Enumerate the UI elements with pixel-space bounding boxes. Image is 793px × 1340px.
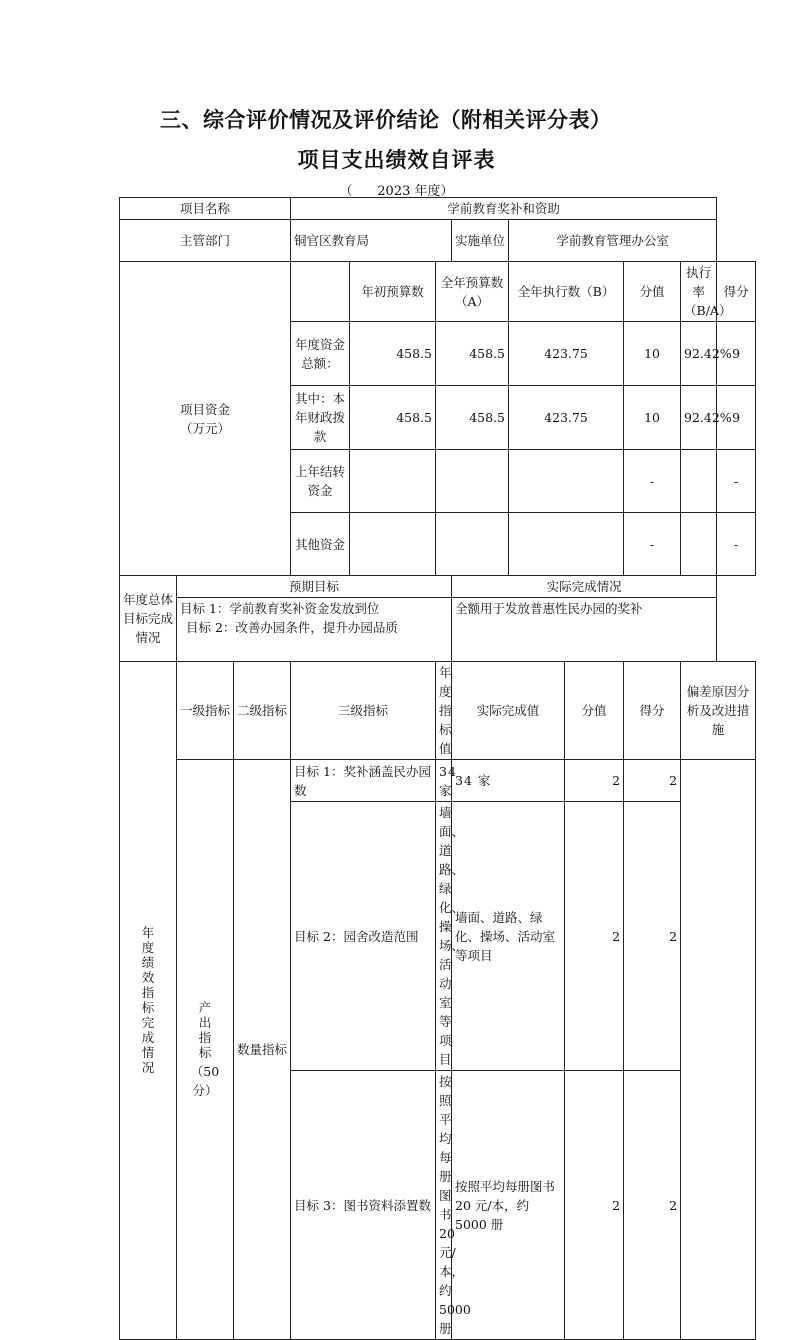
funds-row-carryover-score: - bbox=[717, 450, 756, 513]
project-name-label: 项目名称 bbox=[120, 198, 291, 220]
funds-row-carryover-annual bbox=[436, 450, 509, 513]
funds-row-carryover-executed bbox=[509, 450, 624, 513]
funds-row-fiscal-executed: 423.75 bbox=[509, 386, 624, 450]
ind-row-3-name: 目标 3：图书资料添置数 bbox=[291, 1071, 436, 1340]
table-title: 项目支出绩效自评表 bbox=[297, 148, 496, 172]
funds-row-total-rate: 92.42% bbox=[681, 322, 717, 386]
ind-row-2-target: 墙面、道路、绿化、操场、活动室等项目 bbox=[436, 802, 452, 1071]
ind-header-level3: 三级指标 bbox=[291, 662, 436, 760]
ind-row-2-score: 2 bbox=[624, 802, 681, 1071]
indicators-label bbox=[120, 662, 177, 1340]
level2-name: 数量指标 bbox=[234, 760, 291, 1340]
funds-row-total-score: 9 bbox=[717, 322, 756, 386]
project-name-value: 学前教育奖补和资助 bbox=[291, 198, 717, 220]
funds-row-fiscal-rate: 92.42% bbox=[681, 386, 717, 450]
goals-actual-header: 实际完成情况 bbox=[452, 576, 717, 598]
ind-row-1-score: 2 bbox=[624, 760, 681, 802]
self-evaluation-table bbox=[119, 197, 756, 1340]
ind-deviation-cell bbox=[681, 760, 756, 1340]
funds-row-carryover-label: 上年结转资金 bbox=[291, 450, 350, 513]
funds-header-initial: 年初预算数 bbox=[350, 262, 436, 322]
dept-label: 主管部门 bbox=[120, 220, 291, 262]
funds-row-total-executed: 423.75 bbox=[509, 322, 624, 386]
funds-row-other-executed bbox=[509, 513, 624, 576]
ind-row-2-name: 目标 2：园舍改造范围 bbox=[291, 802, 436, 1071]
funds-row-carryover-score-value: - bbox=[624, 450, 681, 513]
level1-cell bbox=[177, 760, 234, 1340]
ind-row-1-target: 34 家 bbox=[436, 760, 452, 802]
ind-row-1-name: 目标 1：奖补涵盖民办园数 bbox=[291, 760, 436, 802]
section-heading: 三、综合评价情况及评价结论（附相关评分表） bbox=[160, 108, 612, 132]
funds-row-fiscal-score: 9 bbox=[717, 386, 756, 450]
goals-actual: 全额用于发放普惠性民办园的奖补 bbox=[452, 598, 717, 662]
dept-value: 铜官区教育局 bbox=[291, 220, 452, 262]
ind-row-1-score-value: 2 bbox=[565, 760, 624, 802]
ind-row-3-score-value: 2 bbox=[565, 1071, 624, 1340]
goals-expected-2: 目标 2：改善办园条件，提升办园品质 bbox=[186, 620, 398, 635]
ind-row-2-actual: 墙面、道路、绿化、操场、活动室等项目 bbox=[452, 802, 565, 1071]
goals-label: 年度总体目标完成情况 bbox=[120, 576, 177, 662]
funds-header-score: 得分 bbox=[717, 262, 756, 322]
ind-header-level1: 一级指标 bbox=[177, 662, 234, 760]
funds-label: 项目资金 （万元） bbox=[120, 262, 291, 576]
ind-header-score-value: 分值 bbox=[565, 662, 624, 760]
funds-row-other-score: - bbox=[717, 513, 756, 576]
funds-row-total-label: 年度资金总额： bbox=[291, 322, 350, 386]
unit-label: 实施单位 bbox=[452, 220, 509, 262]
ind-row-3-score: 2 bbox=[624, 1071, 681, 1340]
goals-expected-1: 目标 1：学前教育奖补资金发放到位 bbox=[180, 601, 380, 616]
ind-header-level2: 二级指标 bbox=[234, 662, 291, 760]
level1-name: 产出指标 bbox=[198, 999, 212, 1060]
level1-points: （50 分） bbox=[190, 1063, 220, 1098]
funds-row-other-score-value: - bbox=[624, 513, 681, 576]
funds-row-fiscal-label: 其中：本年财政拨款 bbox=[291, 386, 350, 450]
ind-header-score: 得分 bbox=[624, 662, 681, 760]
goals-expected-header: 预期目标 bbox=[177, 576, 452, 598]
funds-header-executed: 全年执行数（B） bbox=[509, 262, 624, 322]
funds-row-other-initial bbox=[350, 513, 436, 576]
ind-header-actual: 实际完成值 bbox=[452, 662, 565, 760]
ind-row-3-actual: 按照平均每册图书 20 元/本，约 5000 册 bbox=[452, 1071, 565, 1340]
funds-row-total-score-value: 10 bbox=[624, 322, 681, 386]
funds-row-total-initial: 458.5 bbox=[350, 322, 436, 386]
year-line: （ 2023 年度） bbox=[339, 184, 454, 199]
ind-row-1-actual: 34 家 bbox=[452, 760, 565, 802]
funds-row-carryover-rate bbox=[681, 450, 717, 513]
ind-row-2-score-value: 2 bbox=[565, 802, 624, 1071]
ind-header-deviation: 偏差原因分析及改进措施 bbox=[681, 662, 756, 760]
goals-expected bbox=[177, 598, 452, 662]
indicators-label-text: 年度绩效指标完成情况 bbox=[141, 924, 155, 1075]
funds-row-other-annual bbox=[436, 513, 509, 576]
funds-row-carryover-initial bbox=[350, 450, 436, 513]
ind-header-target: 年度指标值 bbox=[436, 662, 452, 760]
funds-row-total-annual: 458.5 bbox=[436, 322, 509, 386]
funds-row-other-label: 其他资金 bbox=[291, 513, 350, 576]
ind-row-3-target: 按照平均每册图书 20 元/本，约 5000 册 bbox=[436, 1071, 452, 1340]
funds-row-fiscal-annual: 458.5 bbox=[436, 386, 509, 450]
funds-header-score-value: 分值 bbox=[624, 262, 681, 322]
funds-header-blank bbox=[291, 262, 350, 322]
unit-value: 学前教育管理办公室 bbox=[509, 220, 717, 262]
funds-header-rate: 执行率（B/A） bbox=[681, 262, 717, 322]
funds-row-fiscal-initial: 458.5 bbox=[350, 386, 436, 450]
funds-header-annual: 全年预算数（A） bbox=[436, 262, 509, 322]
funds-row-other-rate bbox=[681, 513, 717, 576]
funds-row-fiscal-score-value: 10 bbox=[624, 386, 681, 450]
